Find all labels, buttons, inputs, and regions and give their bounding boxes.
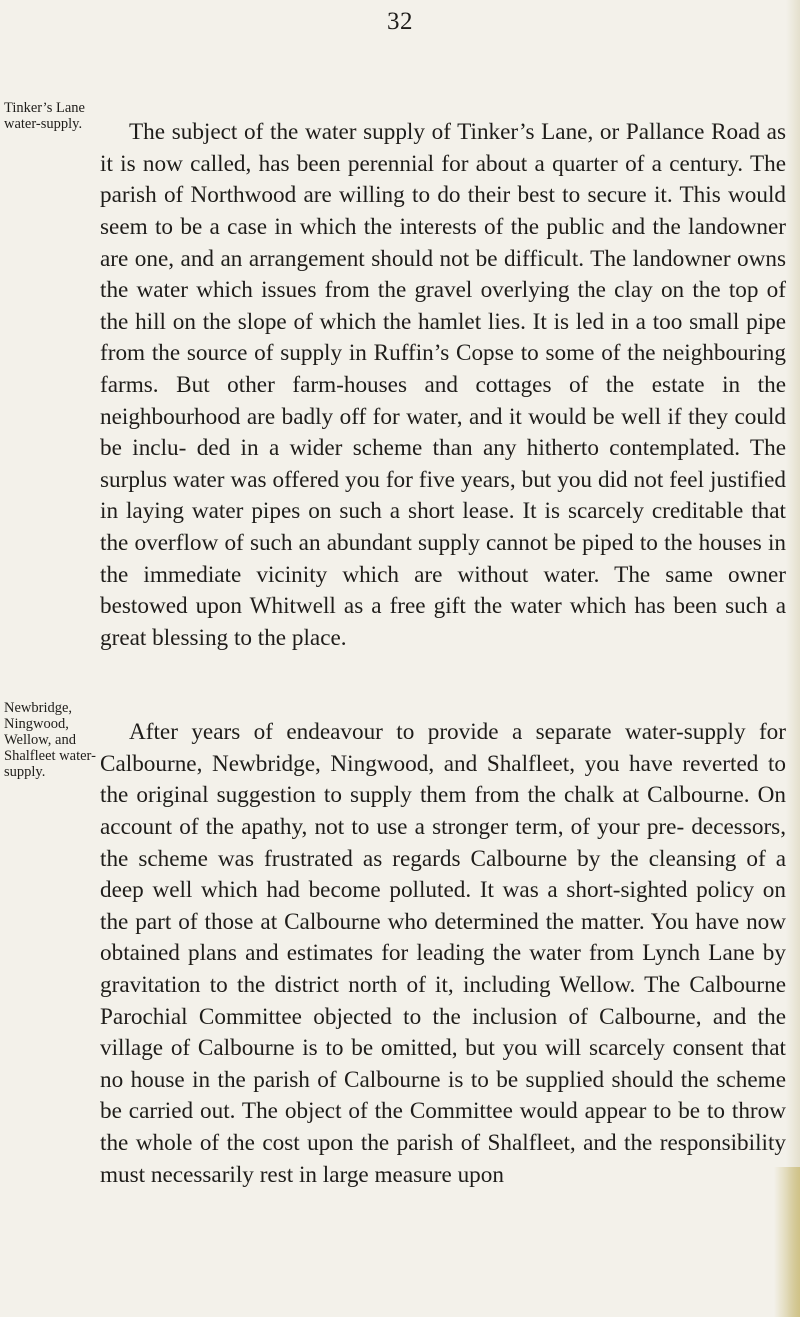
- page-edge-shadow: [786, 0, 800, 1317]
- page-corner-stain: [774, 1167, 800, 1317]
- paragraph-tinkers-lane-water-supply: The subject of the water supply of Tinker’s Lane, or Pallance Road as it is now called, has been perennial for about a quarter of a century. The parish of Northwood are willing to do their best to secure it. This would seem to be a case in which the interests of the public and the landowner are one, and an arrangement should not be difficult. The landowner owns the water which issues from the gravel overlying the clay on the top of the hill on the slope of which the hamlet lies. It is led in a too small pipe from the source of supply in Ruffin’s Copse to some of the neighbouring farms. But other farm-houses and cottages of the estate in the neighbourhood are badly off for water, and it would be well if they could be inclu- ded in a wider scheme than any hitherto contemplated. The surplus water was offered you for five years, but you did not feel justified in laying water pipes on such a short lease. It is scarcely creditable that the overflow of such an abundant supply cannot be piped to the houses in the immediate vicinity which are without water. The same owner bestowed upon Whitwell as a free gift the water which has been such a great blessing to the place.: [100, 119, 786, 651]
- margin-note-tinkers-lane: Tinker’s Lane water-supply.: [4, 100, 85, 132]
- paragraph-newbridge-water-supply: After years of endeavour to provide a separate water-supply for Calbourne, Newbridge, Ningwood, and Shalfleet, you have reverted to the original suggestion to supply them from the chalk at Calbourne. On account of the apathy, not to use a stronger term, of your pre- decessors, the scheme was frustrated as regards Calbourne by the cleansing of a deep well which had become polluted. It was a short-sighted policy on the part of those at Calbourne who determined the matter. You have now obtained plans and estimates for leading the water from Lynch Lane by gravitation to the district north of it, including Wellow. The Calbourne Parochial Committee objected to the inclusion of Calbourne, and the village of Calbourne is to be omitted, but you will scarcely consent that no house in the parish of Calbourne is to be supplied should the scheme be carried out. The object of the Committee would appear to be to throw the whole of the cost upon the parish of Shalfleet, and the responsibility must necessarily rest in large measure upon: [100, 719, 786, 1188]
- page-number: 32: [387, 8, 413, 35]
- margin-note-newbridge-supply: Newbridge, Ningwood, Wellow, and Shalfleet water-supply.: [4, 700, 96, 780]
